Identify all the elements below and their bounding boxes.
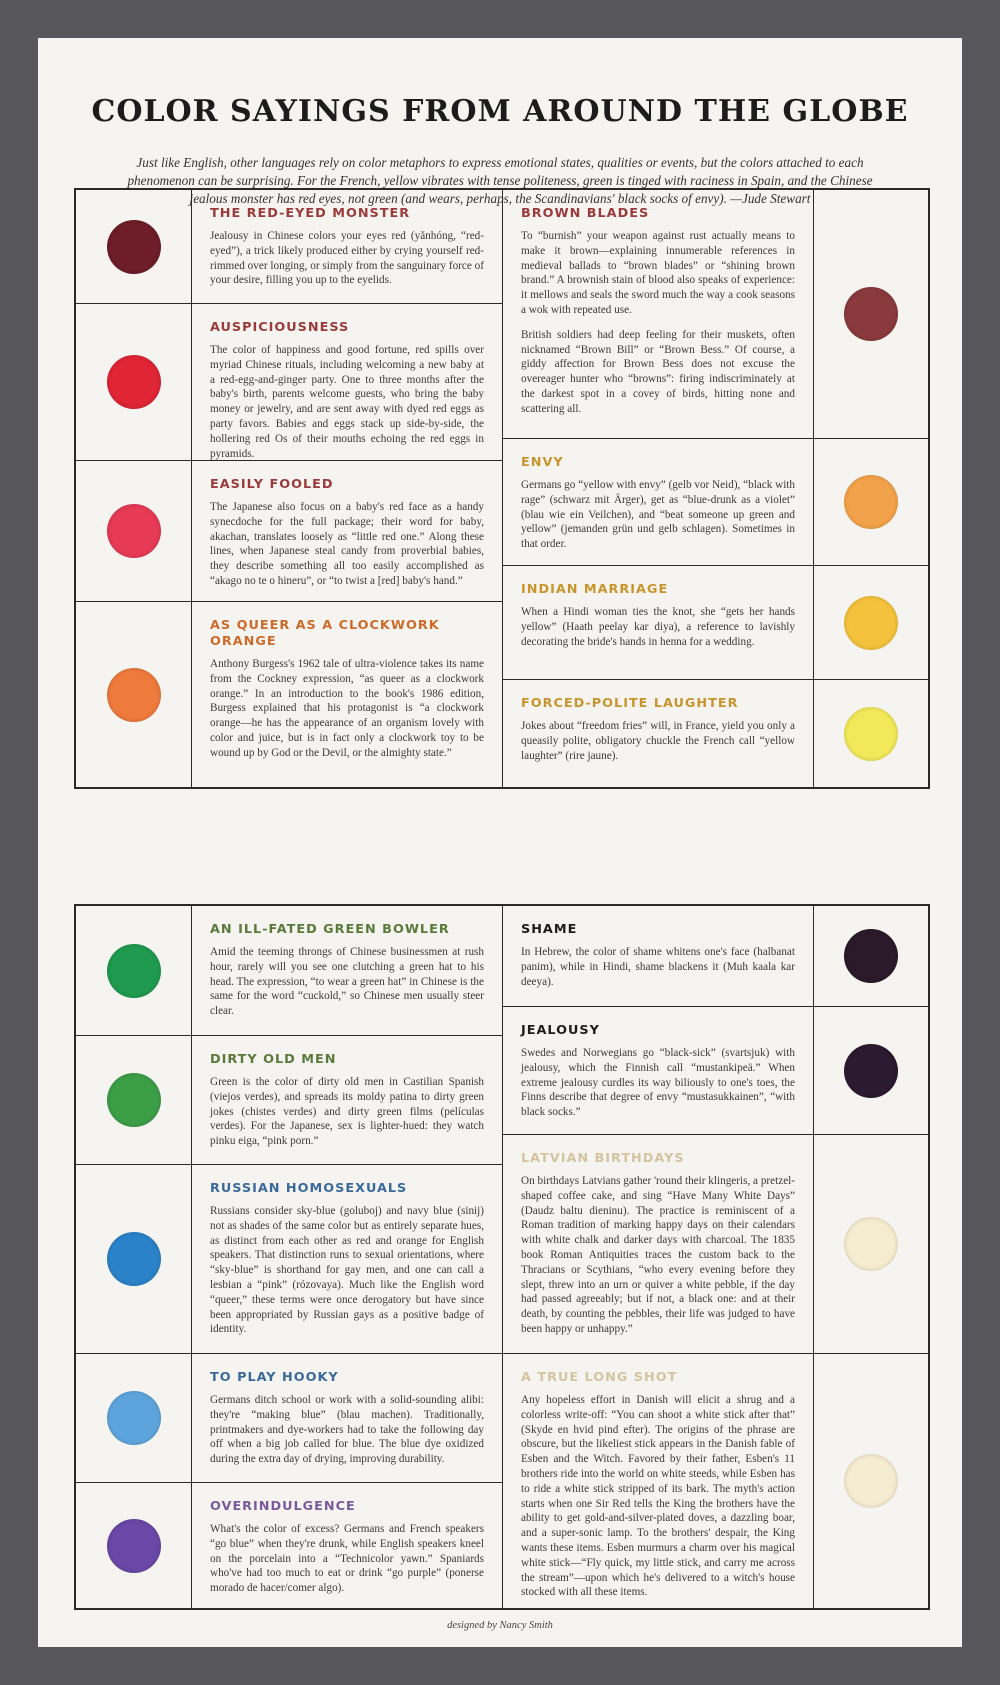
entry-body: In Hebrew, the color of shame whitens one's face (halbanat panim), while in Hindi, shame blackens it (Muh kaala kar deeya). [521,946,795,988]
entry-body: Amid the teeming throngs of Chinese businessmen at rush hour, rarely will you see one clutching a green hat to his head. The expression, “to wear a green hat” in Chinese is the same for the word “cuckold,” so Chinese men usually steer clear. [210,946,484,1018]
entry-body: When a Hindi woman ties the knot, she “gets her hands yellow” (Haath peelay kar diya), a reference to lavishly decorating the bride's hands in henna for a wedding. [521,606,795,648]
swatch-cell [813,565,928,679]
entry-play-hooky [192,1353,503,1482]
off-white-swatch [844,1217,898,1271]
entry-body: What's the color of excess? Germans and French speakers “go blue” when they're drunk, while English speakers kneel on the porcelain into a “Technicolor yawn.” Spaniards who've had too much to eat or drink “go purple” (ponerse morado de hacer/comer algo). [210,1523,484,1595]
swatch-cell [813,1006,928,1134]
mid-green-swatch [107,1073,161,1127]
entry-clockwork-orange [192,601,503,787]
entry-heading: INDIAN MARRIAGE [521,582,669,597]
entry-heading: DIRTY OLD MEN [210,1052,337,1067]
entry-heading: OVERINDULGENCE [210,1499,356,1514]
entry-heading: LATVIAN BIRTHDAYS [521,1151,685,1166]
entry-body: British soldiers had deep feeling for their muskets, often nicknamed “Brown Bill” or “Brown Bess.” Of course, a giddy affection for Brown Bess does not excuse the overeager hunter who “browns”: firing indiscriminately at the darkest spot in a covey of birds, hitting none and scattering all. [521,328,795,415]
entry-heading: TO PLAY HOOKY [210,1370,339,1385]
entry-easily-fooled [192,460,503,601]
swatch-cell [813,190,928,438]
entry-body: Jokes about “freedom fries” will, in France, yield you only a queasily polite, obligatory chuckle the French call “yellow laughter” (rire jaune). [521,720,795,762]
entry-red-eyed-monster [192,190,503,303]
pink-red-swatch [107,504,161,558]
entry-forced-polite-laughter [503,679,813,787]
black-purple-swatch [844,1044,898,1098]
swatch-cell [76,190,192,303]
entry-body: The Japanese also focus on a baby's red face as a handy synecdoche for the full package; their word for baby, akachan, translates loosely as “little red one.” Along these lines, when Japanese steal candy from proverbial babies, they describe something all too easily accomplished as “akago no te o hineru”, or “to twist a [red] baby's hand.” [210,501,484,587]
purple-swatch [107,1519,161,1573]
swatch-cell [76,1035,192,1164]
entry-body: Germans ditch school or work with a solid-sounding alibi: they're “making blue” (blau machen). Traditionally, printmakers and dye-workers had to take the following day off when a big job called for blue. The blue dye oxidized during the extra day of drying, improving durability. [210,1394,484,1466]
swatch-cell [76,601,192,787]
entry-auspiciousness [192,303,503,460]
brown-red-swatch [844,287,898,341]
entry-body: On birthdays Latvians gather 'round their klingeris, a pretzel-shaped coffee cake, and sing “Have Many White Days” (Daudz baltu dieninu). The practice is reminiscent of a Roman tradition of marking happy days on their calendars with white chalk and darker days with charcoal. The 1835 book Roman Antiquities traces the custom back to the Thracians or Scythians, “who every evening before they slept, threw into an urn or quiver a white pebble, if the day had passed agreeably; but if not, a black one: and at their death, by counting the pebbles, their life was judged to have been happy or unhappy.” [521,1175,795,1335]
entry-heading: THE RED-EYED MONSTER [210,206,411,221]
entry-green-bowler [192,906,503,1035]
intro-text: Just like English, other languages rely on color metaphors to express emotional states, qualities or events, but the colors attached to each phenomenon can be surprising. For the French, yellow vibrates with tense politeness, green is tinged with raciness in Spain, and the Chinese jealous monster has red eyes, not green (and wears, perhaps, the Scandinavians' black socks of envy). —Jude Stewart [127,155,873,206]
entry-true-long-shot [503,1353,813,1608]
swatch-cell [76,303,192,460]
designer-credit: designed by Nancy Smith [447,1620,553,1631]
entry-heading: AS QUEER AS A CLOCKWORK ORANGE [210,618,440,649]
entry-heading: AN ILL-FATED GREEN BOWLER [210,922,450,937]
entry-heading: BROWN BLADES [521,206,650,221]
entry-body: Anthony Burgess's 1962 tale of ultra-violence takes its name from the Cockney expression, “as queer as a clockwork orange.” In an introduction to the book's 1986 edition, Burgess explained that his protagonist is “a clockwork orange—he has the appearance of an organism lovely with color and juice, but is in fact only a clockwork toy to be wound up by God or the Devil, or the almighty state.” [210,658,484,759]
swatch-cell [76,460,192,601]
entry-body: Germans go “yellow with envy” (gelb vor Neid), “black with rage” (schwarz mit Ärger), get as “blue-drunk as a violet” (blau wie ein Veilchen), and “beat someone up green and yellow” (jemanden grün und gelb schlagen). Sometimes in that order. [521,479,796,551]
swatch-cell [76,1353,192,1482]
light-blue-swatch [107,1391,161,1445]
entry-body: To “burnish” your weapon against rust actually means to make it brown—explaining innumerable references in medieval ballads to “brown blades” or “shining brown brand.” A brownish stain of blood also speaks of experience: it mellows and seals the sword much the way a cook seasons a wok with repeated use. [521,230,795,316]
swatch-cell [76,1482,192,1608]
light-orange-swatch [844,475,898,529]
cream-swatch [844,1454,898,1508]
entry-body: Swedes and Norwegians go “black-sick” (svartsjuk) with jealousy, which the Finnish call “mustankipeä.” When extreme jealousy curdles its way biliously to one's toes, the Finns describe that degree of envy “mustasukkainen”, “with black socks.” [521,1047,795,1119]
entry-indian-marriage [503,565,813,679]
entry-jealousy [503,1006,813,1134]
poster [38,38,962,1647]
entry-body: The color of happiness and good fortune, red spills over myriad Chinese rituals, including welcoming a new baby at a red-egg-and-ginger party. One to three months after the baby's birth, parents welcome guests, who bring the baby money or jewelry, and are sent away with dyed red eggs as party favors. Babies and eggs stack up side-by-side, the hollering red Os of their mouths echoing the red eggs in pyramids. [210,344,484,460]
entry-body: Russians consider sky-blue (goluboj) and navy blue (sinij) not as shades of the same color but as entirely separate hues, as distinct from each other as red and orange for English speakers. That distinction runs to sexual orientations, where “sky-blue” is shorthand for gay men, and one can call a lesbian a “pink” (rózovaya). Much like the English word “queer,” these terms were once derogatory but have since been appropriated by Russian gays as a positive badge of identity. [210,1205,484,1336]
entry-heading: SHAME [521,922,578,937]
entry-envy [503,438,813,565]
entry-overindulgence [192,1482,503,1608]
entry-body: Jealousy in Chinese colors your eyes red (yǎnhóng, “red-eyed”), a trick likely produced either by crying yourself red-rimmed over longing, or simply from the sanguinary force of your desire, filling you up to the eyelids. [210,230,484,287]
entry-heading: EASILY FOOLED [210,477,334,492]
entry-shame [503,906,813,1006]
section-1-grid [74,188,930,789]
entry-heading: RUSSIAN HOMOSEXUALS [210,1181,408,1196]
gold-swatch [844,596,898,650]
entry-latvian-birthdays [503,1134,813,1353]
yellow-swatch [844,707,898,761]
orange-swatch [107,668,161,722]
swatch-cell [76,906,192,1035]
swatch-cell [813,906,928,1006]
section-2-grid [74,904,930,1610]
entry-body: Any hopeless effort in Danish will elicit a shrug and a colorless write-off: “You can shoot a white stick after that” (Skyde en hvid pind efter). The origins of the phrase are obscure, but the likeliest stick appears in the Danish fable of Esben and the Witch. Favored by their father, Esben's 11 brothers ride into the world on white steeds, while Esben has to ride a white stick stripped of its bark. The myth's action starts when one Sir Red tells the King the brothers have the ability to get gold-and-silver-plated doves, a dazzling boar, and a super-sonic lamp. To the brothers' despair, the King wants these items. Esben murmurs a charm over his magical white stick—“Fly quick, my little stick, and carry me across the stream”—upon which he's delivered to a witch's house stocked with all these items. [521,1394,795,1599]
entry-dirty-old-men [192,1035,503,1164]
dark-red-swatch [107,220,161,274]
swatch-cell [76,1164,192,1353]
swatch-cell [813,438,928,565]
page-title: COLOR SAYINGS FROM AROUND THE GLOBE [91,94,909,129]
entry-brown-blades [503,190,813,438]
blue-swatch [107,1232,161,1286]
entry-heading: A TRUE LONG SHOT [521,1370,678,1385]
swatch-cell [813,1353,928,1608]
black-swatch [844,929,898,983]
entry-heading: AUSPICIOUSNESS [210,320,350,335]
entry-russian-homosexuals [192,1164,503,1353]
entry-heading: FORCED-POLITE LAUGHTER [521,696,739,711]
swatch-cell [813,679,928,787]
entry-heading: ENVY [521,455,564,470]
entry-body: Green is the color of dirty old men in Castilian Spanish (viejos verdes), and spreads its moldy patina to dirty green jokes (chistes verdes) and dirty green films (películas verdes). For the Japanese, sex is lighter-hued: they watch pinku eiga, “pink porn.” [210,1076,484,1148]
red-swatch [107,355,161,409]
entry-heading: JEALOUSY [521,1023,600,1038]
green-swatch [107,944,161,998]
swatch-cell [813,1134,928,1353]
